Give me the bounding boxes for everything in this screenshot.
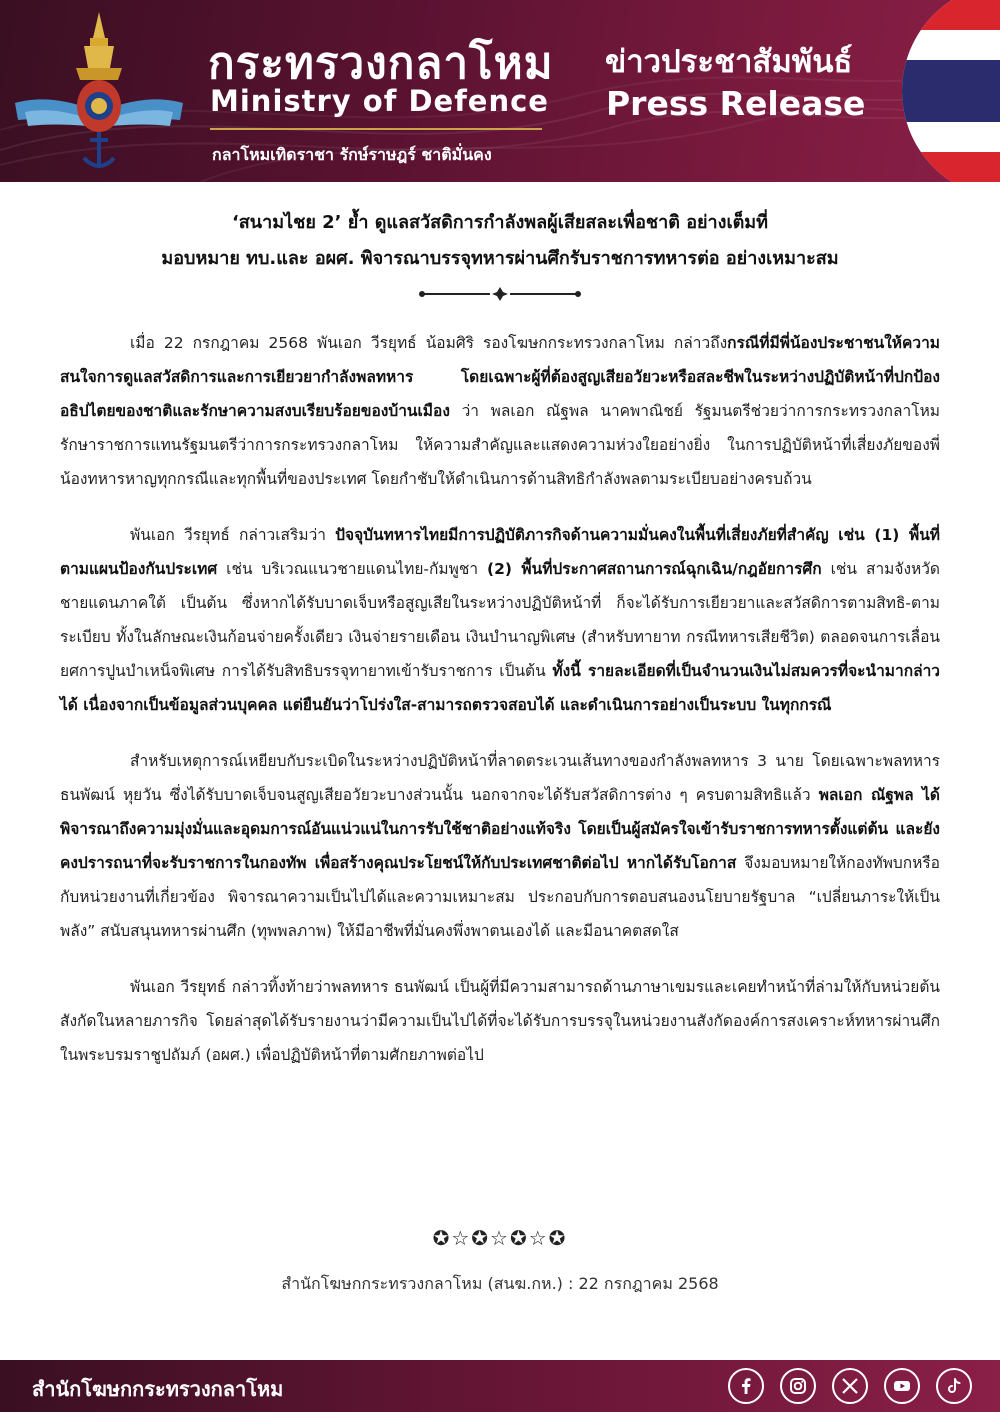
headline-line-1: ‘สนามไชย 2’ ย้ำ ดูแลสวัสดิการกำลังพลผู้เสียสละเพื่อชาติ อย่างเต็มที่ — [231, 212, 769, 233]
ministry-motto: กลาโหมเทิดราชา รักษ์ราษฎร์ ชาติมั่นคง — [212, 145, 492, 164]
footer-office-name: สำนักโฆษกกระทรวงกลาโหม — [32, 1377, 284, 1401]
press-release-thai: ข่าวประชาสัมพันธ์ — [605, 44, 853, 80]
press-footer — [0, 1360, 1000, 1412]
header-divider — [210, 128, 542, 130]
instagram-icon[interactable] — [780, 1368, 816, 1404]
x-icon[interactable] — [832, 1368, 868, 1404]
headline — [0, 205, 1000, 277]
headline-line-2: มอบหมาย ทบ.และ อผศ. พิจารณาบรรจุทหารผ่านศึกรับราชการทหารต่อ อย่างเหมาะสม — [161, 248, 839, 269]
paragraph-1: เมื่อ 22 กรกฎาคม 2568 พันเอก วีรยุทธ์ น้อมศิริ รองโฆษกกระทรวงกลาโหม กล่าวถึงกรณีที่มีพี่น้องประชาชนให้ความสนใจการดูแลสวัสดิการและการเยียวยากำลังพลทหาร โดยเฉพาะผู้ที่ต้องสูญเสียอวัยวะหรือสละชีพในระหว่างปฏิบัติหน้าที่ปกป้องอธิปไตยของชาติและรักษาความสงบเรียบร้อยของบ้านเมือง ว่า พลเอก ณัฐพล นาคพาณิชย์ รัฐมนตรีช่วยว่าการกระทรวงกลาโหม รักษาราชการแทนรัฐมนตรีว่าการกระทรวงกลาโหม ให้ความสำคัญและแสดงความห่วงใยอย่างยิ่ง ในการปฏิบัติหน้าที่เสี่ยงภัยของพี่น้องทหารหาญทุกกรณีและทุกพื้นที่ของประเทศ โดยกำชับให้ดำเนินการด้านสิทธิกำลังพลตามระเบียบอย่างครบถ้วน — [60, 334, 940, 488]
ministry-name-english: Ministry of Defence — [210, 84, 549, 118]
paragraph-2: พันเอก วีรยุทธ์ กล่าวเสริมว่า ปัจจุบันทหารไทยมีการปฏิบัติภารกิจด้านความมั่นคงในพื้นที่เสี่ยงภัยที่สำคัญ เช่น (1) พื้นที่ตามแผนป้องกันประเทศ เช่น บริเวณแนวชายแดนไทย-กัมพูชา (2) พื้นที่ประกาศสถานการณ์ฉุกเฉิน/กฎอัยการศึก เช่น สามจังหวัดชายแดนภาคใต้ เป็นต้น ซึ่งหากได้รับบาดเจ็บหรือสูญเสียในระหว่างปฏิบัติหน้าที่ ก็จะได้รับการเยียวยาและสวัสดิการตามสิทธิ-ตามระเบียบ ทั้งในลักษณะเงินก้อนจ่ายครั้งเดียว เงินจ่ายรายเดือน เงินบำนาญพิเศษ (สำหรับทายาท กรณีทหารเสียชีวิต) ตลอดจนการเลื่อนยศการปูนบำเหน็จพิเศษ การได้รับสิทธิบรรจุทายาทเข้ารับราชการ เป็นต้น ทั้งนี้ รายละเอียดที่เป็นจำนวนเงินไม่สมควรที่จะนำมากล่าวได้ เนื่องจากเป็นข้อมูลส่วนบุคคล แต่ยืนยันว่าโปร่งใส-สามารถตรวจสอบได้ และดำเนินการอย่างเป็นระบบ ในทุกกรณี — [60, 526, 941, 714]
press-header — [0, 0, 1000, 182]
article-body — [60, 326, 940, 1094]
thai-flag-icon — [900, 0, 1000, 182]
press-release-english: Press Release — [606, 84, 866, 123]
facebook-icon[interactable] — [728, 1368, 764, 1404]
ministry-name-thai: กระทรวงกลาโหม — [208, 38, 554, 89]
star-separator: ✪☆✪☆✪☆✪ — [432, 1226, 568, 1250]
signoff-line: สำนักโฆษกกระทรวงกลาโหม (สนฆ.กห.) : 22 กรกฎาคม 2568 — [281, 1274, 719, 1293]
paragraph-4: พันเอก วีรยุทธ์ กล่าวทิ้งท้ายว่าพลทหาร ธนพัฒน์ เป็นผู้ที่มีความสามารถด้านภาษาเขมรและเคยทำหน้าที่ล่ามให้กับหน่วยต้นสังกัดในหลายภารกิจ โดยล่าสุดได้รับรายงานว่ามีความเป็นไปได้ที่จะได้รับการบรรจุในหน่วยงานสังกัดองค์การสงเคราะห์ทหารผ่านศึกในพระบรมราชูปถัมภ์ (อผศ.) เพื่อปฏิบัติหน้าที่ตามศักยภาพต่อไป — [60, 978, 940, 1064]
tiktok-icon[interactable] — [936, 1368, 972, 1404]
title-ornament-divider — [418, 284, 582, 304]
ministry-emblem-icon — [10, 8, 188, 180]
paragraph-3: สำหรับเหตุการณ์เหยียบกับระเบิดในระหว่างปฏิบัติหน้าที่ลาดตระเวนเส้นทางของกำลังพลทหาร 3 นาย โดยเฉพาะพลทหาร ธนพัฒน์ หุยวัน ซึ่งได้รับบาดเจ็บจนสูญเสียอวัยวะบางส่วนนั้น นอกจากจะได้รับสวัสดิการต่าง ๆ ครบตามสิทธิแล้ว พลเอก ณัฐพล ได้พิจารณาถึงความมุ่งมั่นและอุดมการณ์อันแน่วแน่ในการรับใช้ชาติอย่างแท้จริง โดยเป็นผู้สมัครใจเข้ารับราชการทหารตั้งแต่ต้น และยังคงปรารถนาที่จะรับราชการในกองทัพ เพื่อสร้างคุณประโยชน์ให้กับประเทศชาติต่อไป หากได้รับโอกาส จึงมอบหมายให้กองทัพบกหรือกับหน่วยงานที่เกี่ยวข้อง พิจารณาความเป็นไปได้และความเหมาะสม ประกอบกับการตอบสนองนโยบายรัฐบาล “เปลี่ยนภาระให้เป็นพลัง” สนับสนุนทหารผ่านศึก (ทุพพลภาพ) ให้มีอาชีพที่มั่นคงพึ่งพาตนเองได้ และมีอนาคตสดใส — [60, 752, 940, 940]
youtube-icon[interactable] — [884, 1368, 920, 1404]
